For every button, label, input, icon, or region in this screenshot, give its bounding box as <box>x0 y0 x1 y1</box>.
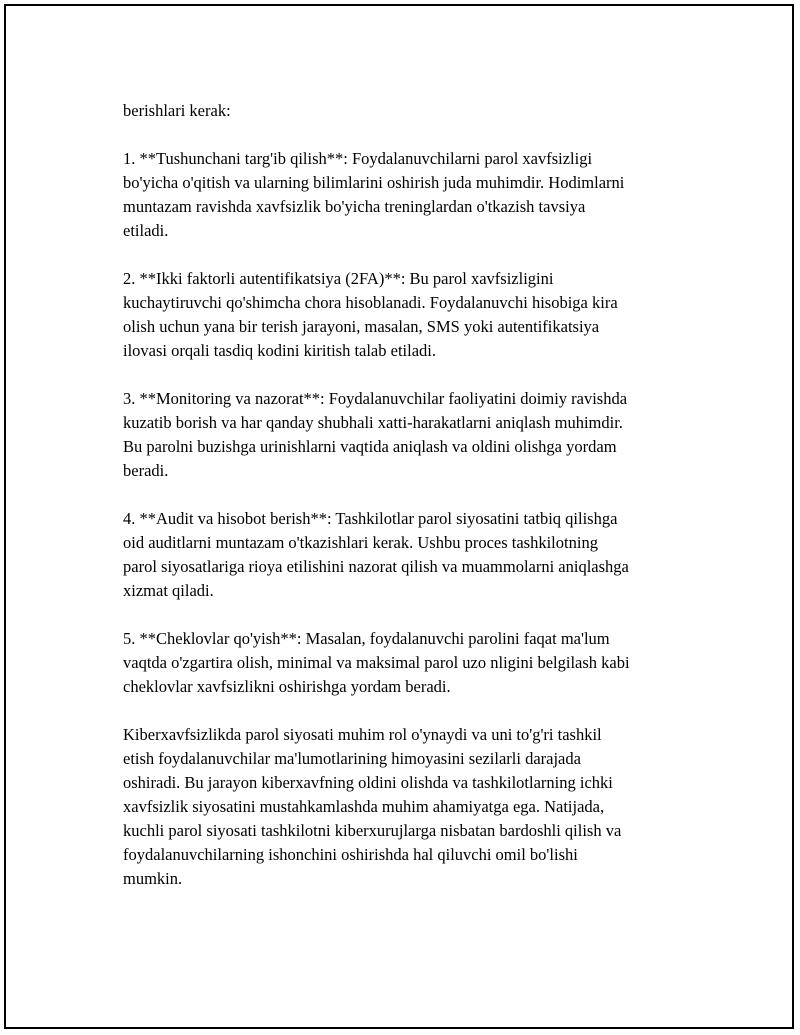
list-item: 1. **Tushunchani targ'ib qilish**: Foydalanuvchilarni parol xavfsizligi bo'yicha o'qitish va ularning bilimlarini oshirish juda muhimdir. Hodimlarni muntazam ravishda xavfsizlik bo'yicha treninglardan o'tkazish tavsiya etiladi. <box>123 149 625 240</box>
list-item: 5. **Cheklovlar qo'yish**: Masalan, foydalanuvchi parolini faqat ma'lum vaqtda o'zgartira olish, minimal va maksimal parol uzo nligini belgilash kabi cheklovlar xavfsizlikni oshirishga yordam beradi. <box>123 629 630 696</box>
list-item: 2. **Ikki faktorli autentifikatsiya (2FA)**: Bu parol xavfsizligini kuchaytiruvchi qo'shimcha chora hisoblanadi. Foydalanuvchi hisobiga kira olish uchun yana bir terish jarayoni, masalan, SMS yoki autentifikatsiya ilovasi orqali tasdiq kodini kiritish talab etiladi. <box>123 269 618 360</box>
list-item: 3. **Monitoring va nazorat**: Foydalanuvchilar faoliyatini doimiy ravishda kuzatib borish va har qanday shubhali xatti-harakatlarni aniqlash muhimdir. Bu parolni buzishga urinishlarni vaqtida aniqlash va oldini olishga yordam beradi. <box>123 389 628 480</box>
conclusion-paragraph: Kiberxavfsizlikda parol siyosati muhim rol o'ynaydi va uni to'g'ri tashkil etish foydalanuvchilar ma'lumotlarining himoyasini sezilarli darajada oshiradi. Bu jarayon kiberxavfning oldini olishda va tashkilotlarning ichki xavfsizlik siyosatini mustahkamlashda muhim ahamiyatga ega. Natijada, kuchli parol siyosati tashkilotni kiberxurujlarga nisbatan bardoshli qilish va foydalanuvchilarning ishonchini oshirishda hal qiluvchi omil bo'lishi mumkin. <box>123 725 622 888</box>
list-item: 4. **Audit va hisobot berish**: Tashkilotlar parol siyosatini tatbiq qilishga oid auditlarni muntazam o'tkazishlari kerak. Ushbu proces tashkilotning parol siyosatlariga rioya etilishini nazorat qilish va muammolarni aniqlashga xizmat qiladi. <box>123 509 629 600</box>
intro-line: berishlari kerak: <box>123 101 231 120</box>
document-body <box>123 99 703 915</box>
page-border <box>4 4 794 1029</box>
